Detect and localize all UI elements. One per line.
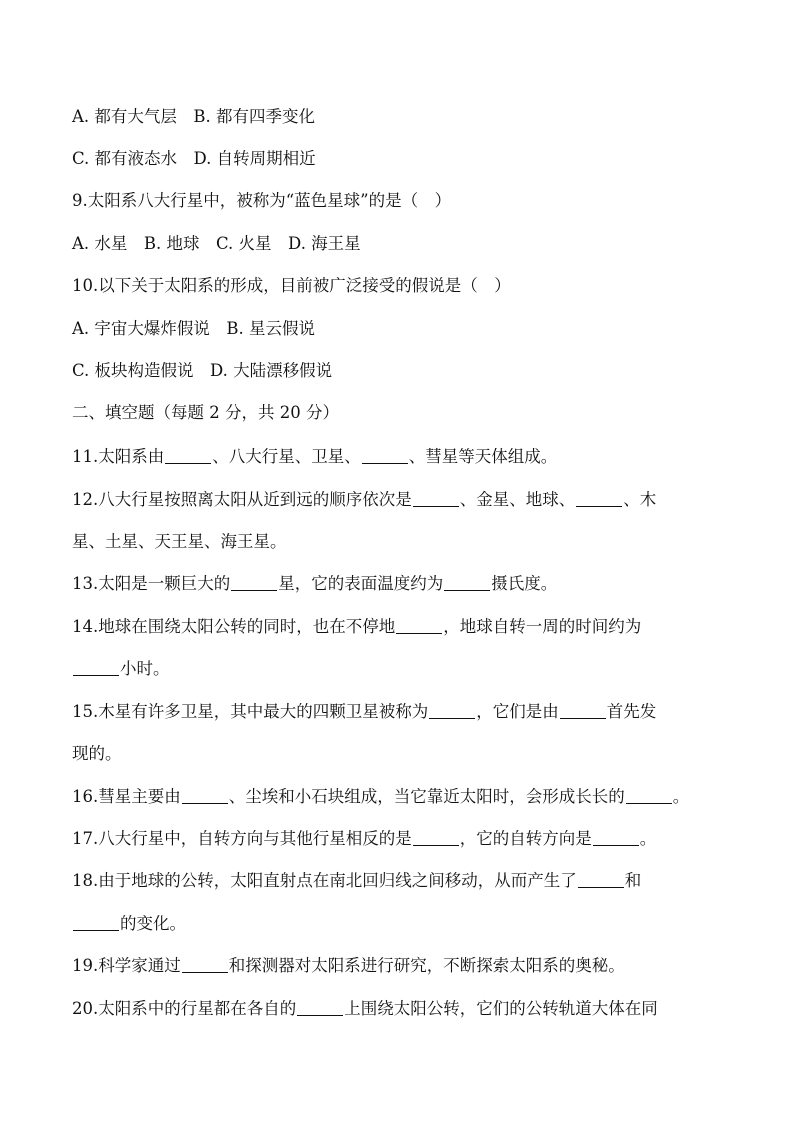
q15-line-2 [72,743,732,765]
q15-text-c: 首先发 [606,702,657,721]
q10-stem: 10.以下关于太阳系的形成，目前被广泛接受的假说是（ ） [72,276,511,295]
q17-text-a: 17.八大行星中，自转方向与其他行星相反的是 [72,829,412,848]
q9-stem: 9.太阳系八大行星中，被称为“蓝色星球”的是（ ） [72,191,452,210]
q15-blank-1[interactable] [429,702,475,719]
q10-options-ab: A. 宇宙大爆炸假说 B. 星云假说 [72,319,316,338]
q19 [72,955,732,977]
q18-text-a: 18.由于地球的公转，太阳直射点在南北回归线之间移动，从而产生了 [72,871,577,890]
q13-text-b: 星，它的表面温度约为 [278,574,444,593]
q13-blank-2[interactable] [444,574,490,591]
q16-blank-1[interactable] [182,787,228,804]
q20 [72,998,732,1020]
q13-text-c: 摄氏度。 [491,574,558,593]
q11-text-b: 、八大行星、卫星、 [212,447,361,466]
q20-text-b: 上围绕太阳公转，它们的公转轨道大体在同 [344,999,658,1018]
q12-text-d: 星、土星、天王星、海王星。 [72,532,287,551]
q19-text-a: 19.科学家通过 [72,956,181,975]
q11-blank-1[interactable] [165,447,211,464]
q14-blank-2[interactable] [73,659,119,676]
q16-blank-2[interactable] [626,787,672,804]
q16-text-c: 。 [672,787,690,806]
q11-text-a: 11.太阳系由 [72,447,165,466]
q10-options-cd: C. 板块构造假说 D. 大陆漂移假说 [72,361,333,380]
q13 [72,573,732,595]
q17 [72,828,732,850]
q19-blank-1[interactable] [182,956,228,973]
q12-text-a: 12.八大行星按照离太阳从近到远的顺序依次是 [72,490,412,509]
q17-text-c: 。 [639,829,657,848]
q17-text-b: ，它的自转方向是 [459,829,592,848]
q16-text-a: 16.彗星主要由 [72,787,181,806]
q15-text-d: 现的。 [72,744,122,763]
q15-blank-2[interactable] [560,702,606,719]
q12-text-b: 、金星、地球、 [459,490,576,509]
q14-line-2 [72,658,732,680]
q19-text-b: 和探测器对太阳系进行研究，不断探索太阳系的奥秘。 [228,956,625,975]
q12-text-c: 、木 [623,490,657,509]
q8-options-cd: C. 都有液态水 D. 自转周期相近 [72,149,316,168]
q15-line-1 [72,701,732,723]
q12-line-1 [72,489,732,511]
q18-text-c: 的变化。 [120,914,186,933]
q11-text-c: 、彗星等天体组成。 [408,447,558,466]
q18-line-2 [72,913,732,935]
q13-blank-1[interactable] [231,574,277,591]
q9-options: A. 水星 B. 地球 C. 火星 D. 海王星 [72,234,361,253]
q20-blank-1[interactable] [297,999,343,1016]
q15-text-b: ，它们是由 [476,702,559,721]
q18-blank-1[interactable] [578,871,624,888]
q12-blank-1[interactable] [413,490,459,507]
q18-line-1 [72,870,732,892]
q16-text-b: 、尘埃和小石块组成，当它靠近太阳时，会形成长长的 [228,787,625,806]
q16 [72,786,732,808]
q14-text-b: ，地球自转一周的时间约为 [443,617,642,636]
q11 [72,446,732,468]
q15-text-a: 15.木星有许多卫星，其中最大的四颗卫星被称为 [72,702,429,721]
q8-options-ab: A. 都有大气层 B. 都有四季变化 [72,107,316,126]
q18-blank-2[interactable] [73,914,119,931]
q14-text-c: 小时。 [120,659,170,678]
q18-text-b: 和 [624,871,642,890]
q11-blank-2[interactable] [362,447,408,464]
q14-text-a: 14.地球在围绕太阳公转的同时，也在不停地 [72,617,396,636]
q17-blank-1[interactable] [413,829,459,846]
q14-line-1 [72,616,732,638]
q13-text-a: 13.太阳是一颗巨大的 [72,574,231,593]
q12-line-2 [72,531,732,553]
q17-blank-2[interactable] [593,829,639,846]
q12-blank-2[interactable] [576,490,622,507]
section-fill-in-title: 二、填空题（每题 2 分，共 20 分） [72,403,339,422]
q14-blank-1[interactable] [396,617,442,634]
q20-text-a: 20.太阳系中的行星都在各自的 [72,999,297,1018]
